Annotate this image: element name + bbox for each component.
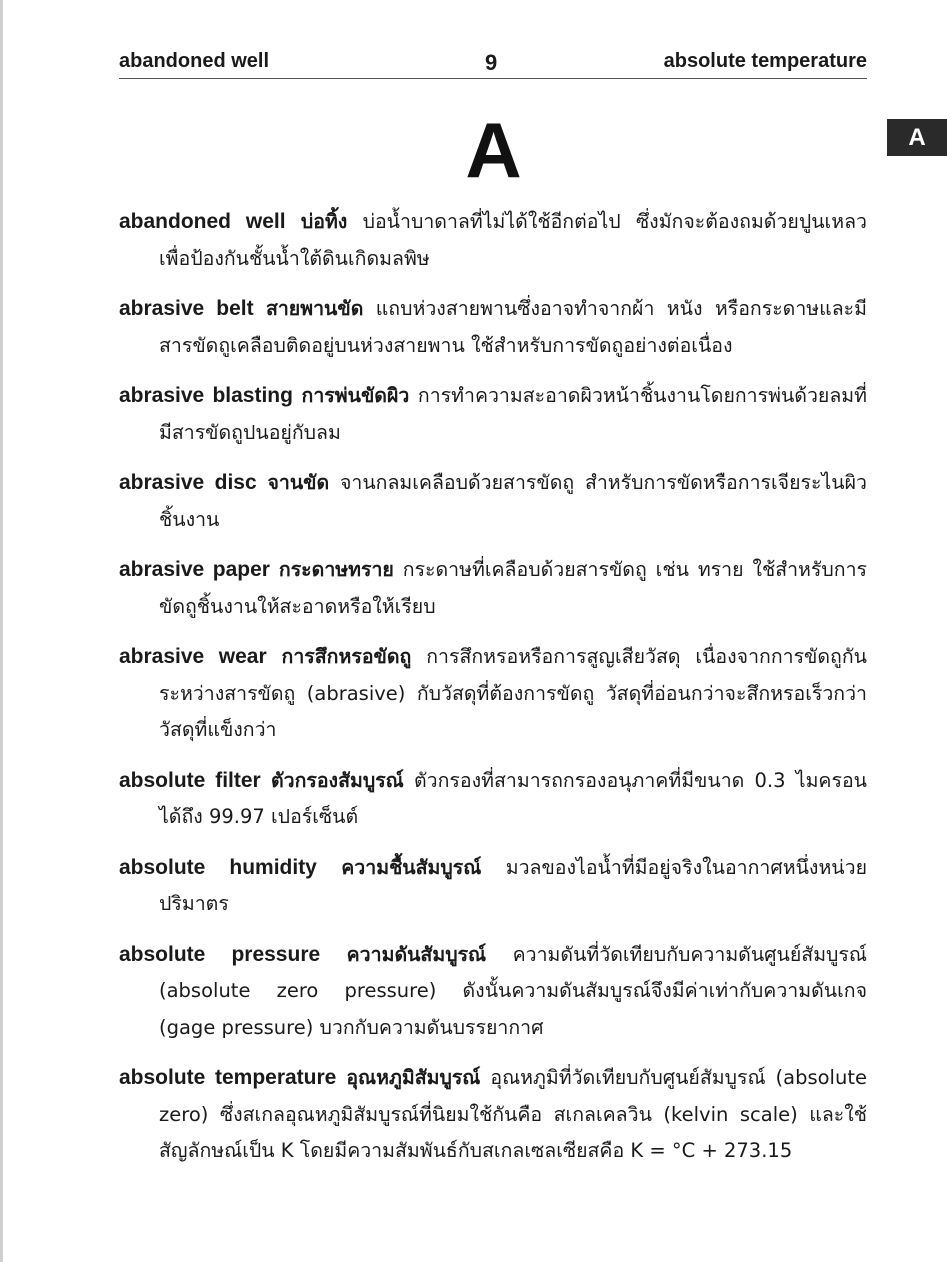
entry-term: abrasive disc — [119, 471, 257, 494]
entry-term: absolute pressure — [119, 942, 321, 966]
entry-thai-term: จานขัด — [267, 471, 330, 494]
entry-term: abrasive paper — [119, 558, 270, 581]
header-divider — [119, 78, 867, 79]
entry-thai-term: อุณหภูมิสัมบูรณ์ — [346, 1066, 481, 1089]
thumb-index-tab: A — [887, 119, 947, 156]
running-head — [119, 46, 867, 76]
dictionary-entry — [119, 639, 867, 749]
dictionary-entry — [119, 850, 867, 923]
dictionary-entries — [119, 204, 867, 1184]
entry-thai-term: การสึกหรอขัดถู — [281, 645, 412, 668]
entry-term: absolute filter — [119, 768, 261, 792]
page-number: 9 — [485, 50, 498, 75]
entry-definition: กระดาษที่เคลือบด้วยสารขัดถู เช่น ทราย ใช้สำหรับการขัดถูชิ้นงานให้สะอาดหรือให้เรียบ — [159, 558, 867, 618]
dictionary-entry — [119, 763, 867, 836]
entry-definition: แถบห่วงสายพานซึ่งอาจทำจากผ้า หนัง หรือกระดาษและมีสารขัดถูเคลือบติดอยู่บนห่วงสายพาน ใช้สำหรับการขัดถูอย่างต่อเนื่อง — [159, 297, 867, 357]
entry-definition: มวลของไอน้ำที่มีอยู่จริงในอากาศหนึ่งหน่วยปริมาตร — [159, 855, 868, 915]
dictionary-entry — [119, 291, 867, 364]
entry-term: abrasive blasting — [119, 384, 293, 407]
entry-definition: อุณหภูมิที่วัดเทียบกับศูนย์สัมบูรณ์ (absolute zero) ซึ่งสเกลอุณหภูมิสัมบูรณ์ที่นิยมใช้กันคือ สเกลเคลวิน (kelvin scale) และใช้สัญลักษณ์เป็น K โดยมีความสัมพันธ์กับสเกลเซลเซียสคือ K = °C + 273.15 — [159, 1066, 867, 1162]
entry-definition: การสึกหรอหรือการสูญเสียวัสดุ เนื่องจากการขัดถูกันระหว่างสารขัดถู (abrasive) กับวัสดุที่ต้องการขัดถู วัสดุที่อ่อนกว่าจะสึกหรอเร็วกว่าวัสดุที่แข็งกว่า — [159, 645, 867, 741]
running-head-first-term: abandoned well — [119, 50, 270, 72]
entry-thai-term: สายพานขัด — [265, 297, 364, 320]
dictionary-entry — [119, 1060, 867, 1170]
entry-thai-term: บ่อทิ้ง — [300, 210, 348, 233]
entry-definition: ความดันที่วัดเทียบกับความดันศูนย์สัมบูรณ์ (absolute zero pressure) ดังนั้นความดันสัมบูรณ์จึงมีค่าเท่ากับความดันเกจ (gage pressure) บวกกับความดันบรรยากาศ — [159, 942, 867, 1039]
entry-thai-term: ความดันสัมบูรณ์ — [346, 942, 487, 966]
entry-thai-term: กระดาษทราย — [278, 558, 394, 581]
section-letter-heading: A — [465, 106, 522, 194]
dictionary-entry — [119, 465, 867, 538]
entry-term: abrasive wear — [119, 645, 267, 668]
entry-definition: ตัวกรองที่สามารถกรองอนุภาคที่มีขนาด 0.3 ไมครอนได้ถึง 99.97 เปอร์เซ็นต์ — [159, 768, 867, 828]
entry-definition: จานกลมเคลือบด้วยสารขัดถู สำหรับการขัดหรือการเจียระไนผิวชิ้นงาน — [159, 471, 867, 531]
dictionary-entry — [119, 552, 867, 625]
entry-thai-term: ตัวกรองสัมบูรณ์ — [270, 768, 404, 792]
entry-term: absolute humidity — [119, 855, 317, 879]
entry-definition: การทำความสะอาดผิวหน้าชิ้นงานโดยการพ่นด้วยลมที่มีสารขัดถูปนอยู่กับลม — [159, 384, 867, 444]
entry-term: abandoned well — [119, 210, 286, 233]
dictionary-entry — [119, 204, 867, 277]
dictionary-entry — [119, 378, 867, 451]
entry-term: abrasive belt — [119, 297, 254, 320]
entry-definition: บ่อน้ำบาดาลที่ไม่ได้ใช้อีกต่อไป ซึ่งมักจะต้องถมด้วยปูนเหลว เพื่อป้องกันชั้นน้ำใต้ดินเกิดมลพิษ — [159, 210, 867, 270]
entry-thai-term: การพ่นขัดผิว — [301, 384, 410, 407]
running-head-last-term: absolute temperature — [663, 50, 867, 72]
entry-term: absolute temperature — [119, 1066, 337, 1089]
dictionary-entry — [119, 937, 867, 1047]
entry-thai-term: ความชื้นสัมบูรณ์ — [341, 855, 482, 879]
